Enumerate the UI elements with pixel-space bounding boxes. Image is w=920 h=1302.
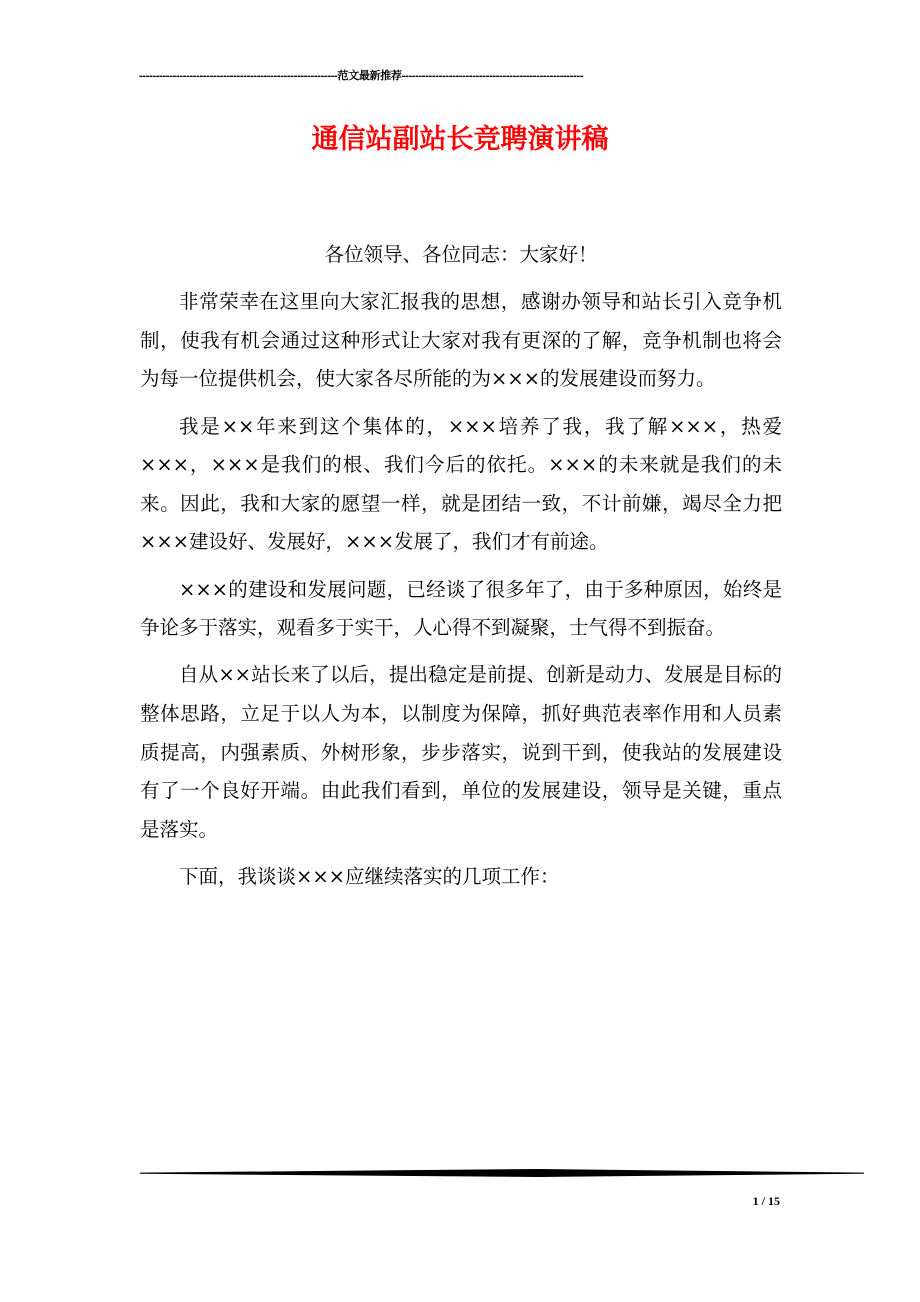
page-number: 1 / 15 [752,1194,780,1208]
document-title: 通信站副站长竞聘演讲稿 [311,124,609,155]
paragraph: 非常荣幸在这里向大家汇报我的思想，感谢办领导和站长引入竞争机制，使我有机会通过这种形式让大家对我有更深的了解，竞争机制也将会为每一位提供机会，使大家各尽所能的为×××的发展建设而努力。 [140,290,782,391]
paragraph: ×××的建设和发展问题，已经谈了很多年了，由于多种原因，始终是争论多于落实，观看多于实干，人心得不到凝聚，士气得不到振奋。 [140,577,782,640]
document-body [140,236,782,905]
greeting: 各位领导、各位同志：大家好！ [324,243,598,266]
footer-divider [140,1169,864,1177]
paragraph: 下面，我谈谈×××应继续落实的几项工作： [179,864,560,888]
header-banner: -----------------------------------------------------------范文最新推荐------------------------------------------------------ [139,70,584,82]
paragraph: 自从××站长来了以后，提出稳定是前提、创新是动力、发展是目标的整体思路，立足于以人为本，以制度为保障，抓好典范表率作用和人员素质提高，内强素质、外树形象，步步落实，说到干到，使我站的发展建设有了一个良好开端。由此我们看到，单位的发展建设，领导是关键，重点是落实。 [140,663,782,841]
paragraph: 我是××年来到这个集体的，×××培养了我，我了解×××，热爱×××，×××是我们的根、我们今后的依托。×××的未来就是我们的未来。因此，我和大家的愿望一样，就是团结一致，不计前嫌，竭尽全力把×××建设好、发展好，×××发展了，我们才有前途。 [140,414,782,554]
